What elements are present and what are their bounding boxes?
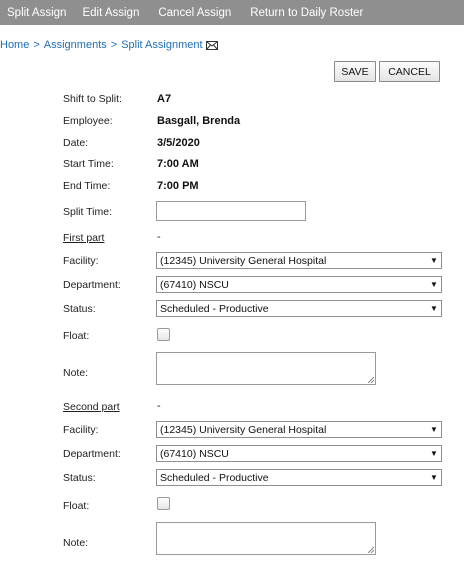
status-label: Status: (63, 303, 96, 315)
breadcrumb-separator: > (110, 39, 118, 51)
department-label: Department: (63, 448, 121, 460)
chevron-down-icon: ▼ (430, 449, 438, 458)
shift-to-split-label: Shift to Split: (63, 93, 122, 105)
date-label: Date: (63, 137, 89, 149)
breadcrumb-assignments[interactable]: Assignments (43, 39, 107, 51)
employee-value: Basgall, Brenda (157, 115, 241, 127)
second-part-heading: Second part (63, 401, 120, 413)
first-float-checkbox[interactable] (157, 328, 170, 341)
note-label: Note: (63, 537, 89, 549)
second-part-dash: - (157, 400, 161, 412)
breadcrumb (0, 39, 218, 51)
chevron-down-icon: ▼ (430, 304, 438, 313)
first-status-value: Scheduled - Productive (160, 302, 269, 315)
nav-return-daily-roster[interactable]: Return to Daily Roster (250, 6, 364, 19)
second-status-value: Scheduled - Productive (160, 471, 269, 484)
first-status-select[interactable] (156, 300, 442, 317)
top-nav (0, 0, 464, 25)
cancel-button[interactable]: CANCEL (379, 61, 440, 82)
facility-label: Facility: (63, 424, 99, 436)
start-time-value: 7:00 AM (157, 158, 199, 170)
resize-grip-icon[interactable] (367, 376, 374, 383)
date-value: 3/5/2020 (157, 137, 200, 149)
chevron-down-icon: ▼ (430, 256, 438, 265)
chevron-down-icon: ▼ (430, 280, 438, 289)
note-label: Note: (63, 367, 89, 379)
float-label: Float: (63, 330, 90, 342)
second-note-textarea[interactable] (156, 522, 376, 555)
breadcrumb-home[interactable]: Home (0, 39, 30, 51)
breadcrumb-split-assignment[interactable]: Split Assignment (121, 39, 203, 51)
nav-split-assign[interactable]: Split Assign (7, 6, 67, 19)
facility-label: Facility: (63, 255, 99, 267)
first-facility-select[interactable] (156, 252, 442, 269)
nav-edit-assign[interactable]: Edit Assign (82, 6, 140, 19)
end-time-value: 7:00 PM (157, 180, 199, 192)
first-part-heading: First part (63, 232, 105, 244)
chevron-down-icon: ▼ (430, 425, 438, 434)
shift-to-split-value: A7 (157, 93, 172, 105)
first-department-select[interactable] (156, 276, 442, 293)
chevron-down-icon: ▼ (430, 473, 438, 482)
resize-grip-icon[interactable] (367, 546, 374, 553)
second-facility-select[interactable] (156, 421, 442, 438)
second-status-select[interactable] (156, 469, 442, 486)
second-float-checkbox[interactable] (157, 497, 170, 510)
status-label: Status: (63, 472, 96, 484)
employee-label: Employee: (63, 115, 113, 127)
mail-icon[interactable] (206, 41, 218, 50)
nav-cancel-assign[interactable]: Cancel Assign (158, 6, 232, 19)
second-department-select[interactable] (156, 445, 442, 462)
split-time-label: Split Time: (63, 206, 113, 218)
split-time-input[interactable] (156, 201, 306, 221)
first-note-textarea[interactable] (156, 352, 376, 385)
save-button[interactable]: SAVE (334, 61, 376, 82)
end-time-label: End Time: (63, 180, 111, 192)
breadcrumb-separator: > (33, 39, 40, 51)
department-label: Department: (63, 279, 121, 291)
second-department-value: (67410) NSCU (160, 447, 229, 460)
start-time-label: Start Time: (63, 158, 114, 170)
first-facility-value: (12345) University General Hospital (160, 254, 327, 267)
second-facility-value: (12345) University General Hospital (160, 423, 327, 436)
float-label: Float: (63, 500, 90, 512)
first-department-value: (67410) NSCU (160, 278, 229, 291)
first-part-dash: - (157, 231, 161, 243)
